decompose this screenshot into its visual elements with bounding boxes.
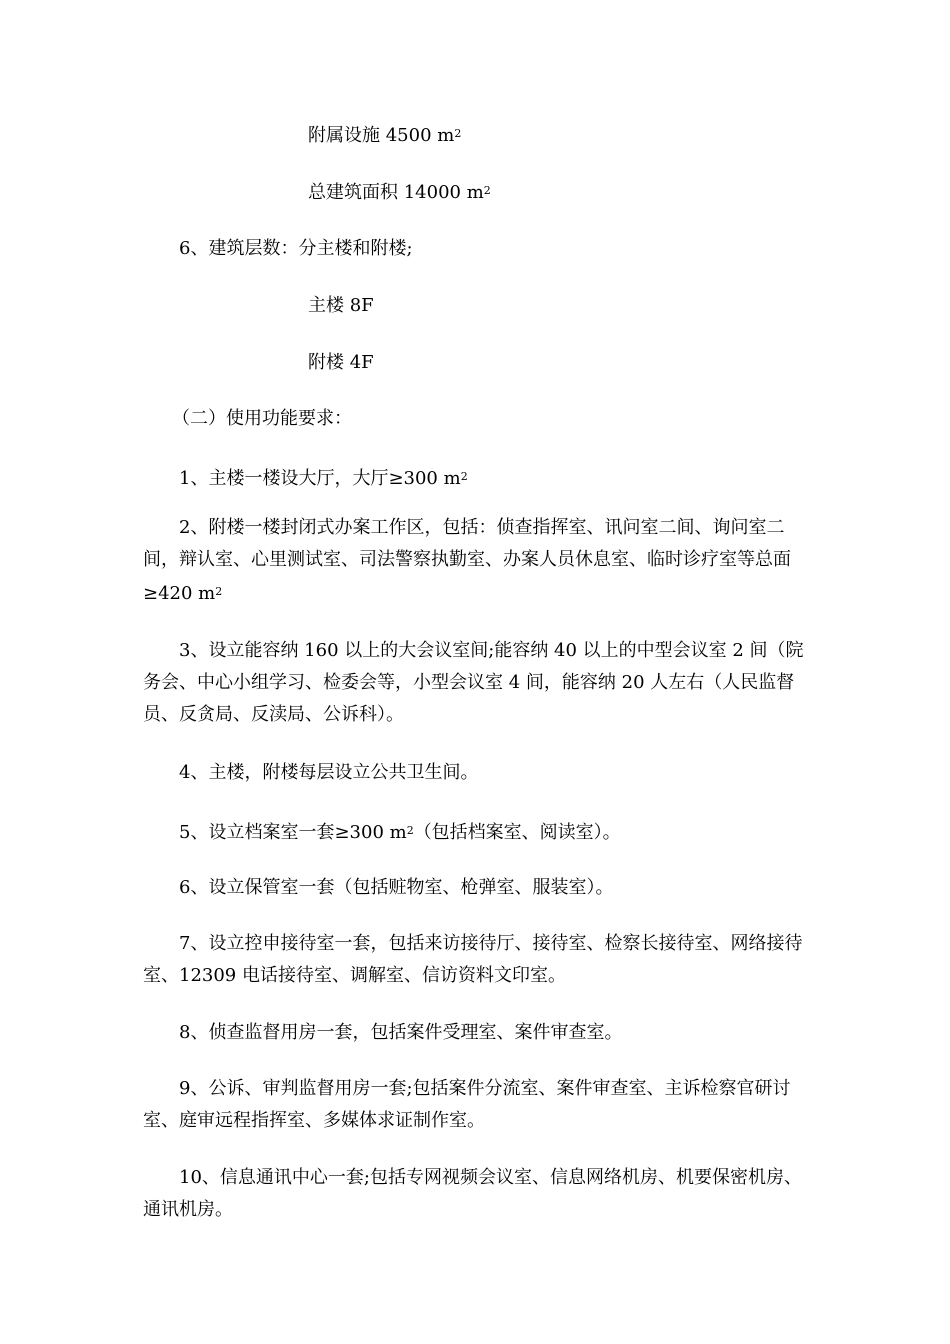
item-3-paragraph	[143, 635, 805, 731]
item-4-paragraph	[143, 757, 805, 789]
item-5-text-cont: （包括档案室、阅读室）。	[413, 822, 621, 843]
superscript: 2	[215, 585, 223, 598]
total-area-line	[308, 180, 491, 204]
total-area-text: 总建筑面积 14000 m	[308, 182, 484, 203]
item-5-text: 5、设立档案室一套≥300 m	[179, 822, 407, 843]
annex-building-line	[308, 352, 374, 374]
floors-line	[179, 238, 413, 260]
item-8-text: 8、侦查监督用房一套，包括案件受理室、案件审查室。	[179, 1022, 623, 1043]
item-6-text: 6、设立保管室一套（包括赃物室、枪弹室、服装室）。	[179, 877, 614, 898]
superscript: 2	[483, 184, 491, 197]
ancillary-area-line	[308, 123, 461, 147]
main-building-line	[308, 295, 374, 317]
main-building-text: 主楼 8F	[308, 295, 374, 316]
section-heading-text: （二）使用功能要求：	[172, 408, 352, 429]
item-5-paragraph	[143, 815, 805, 849]
item-7-text: 7、设立控申接待室一套，包括来访接待厅、接待室、检察长接待室、网络接待室、12309 电话接待室、调解室、信访资料文印室。	[143, 933, 803, 986]
ancillary-area-text: 附属设施 4500 m	[308, 125, 455, 146]
annex-building-text: 附楼 4F	[308, 352, 374, 373]
item-2-text: 2、附楼一楼封闭式办案工作区，包括：侦查指挥室、讯问室二间、询问室二间，辩认室、心里测试室、司法警察执勤室、办案人员休息室、临时诊疗室等总面≥420 m	[143, 517, 791, 604]
item-4-text: 4、主楼，附楼每层设立公共卫生间。	[179, 762, 479, 783]
item-8-paragraph	[143, 1017, 805, 1049]
item-10-text: 10、信息通讯中心一套;包括专网视频会议室、信息网络机房、机要保密机房、通讯机房。	[143, 1167, 802, 1220]
item-10-paragraph	[143, 1162, 805, 1226]
item-7-paragraph	[143, 928, 805, 992]
item-1-line	[179, 466, 468, 490]
section-heading	[172, 408, 352, 430]
floors-text: 6、建筑层数：分主楼和附楼;	[179, 238, 413, 259]
item-3-text: 3、设立能容纳 160 以上的大会议室间;能容纳 40 以上的中型会议室 2 间（院务会、中心小组学习、检委会等，小型会议室 4 间，能容纳 20 人左右（人民监督员、反贪局、反渎局、公诉科）。	[143, 640, 804, 725]
item-9-paragraph	[143, 1073, 805, 1137]
item-2-paragraph	[143, 512, 805, 610]
superscript: 2	[406, 824, 414, 837]
superscript: 2	[460, 470, 468, 483]
item-6-paragraph	[143, 872, 805, 904]
item-1-text: 1、主楼一楼设大厅，大厅≥300 m	[179, 468, 461, 489]
superscript: 2	[454, 127, 462, 140]
item-9-text: 9、公诉、审判监督用房一套;包括案件分流室、案件审查室、主诉检察官研讨室、庭审远程指挥室、多媒体求证制作室。	[143, 1078, 791, 1131]
